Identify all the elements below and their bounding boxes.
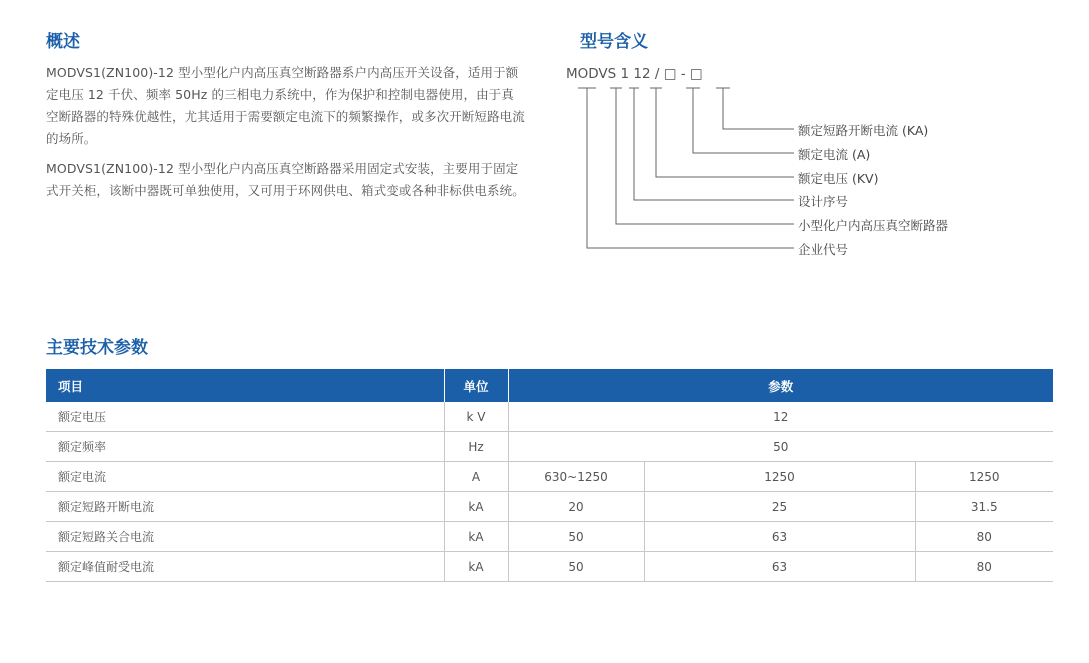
cell-value-3: 1250 bbox=[915, 462, 1053, 492]
specs-table bbox=[46, 369, 1053, 582]
overview-title: 概述 bbox=[46, 32, 80, 52]
cell-value-1: 630~1250 bbox=[508, 462, 644, 492]
cell-unit: Hz bbox=[444, 432, 508, 462]
cell-item: 额定电压 bbox=[46, 402, 444, 432]
table-row bbox=[46, 552, 1053, 582]
model-label-rated-voltage: 额定电压 (KV) bbox=[798, 171, 879, 186]
model-code: MODVS 1 12 / □ - □ bbox=[566, 66, 703, 82]
overview-paragraph-1: MODVS1(ZN100)-12 型小型化户内高压真空断路器系户内高压开关设备，适用于额定电压 12 千伏、频率 50Hz 的三相电力系统中，作为保护和控制电器使用，由于真空断路器的特殊优越性，尤其适用于需要额定电流下的频繁操作，或多次开断短路电流的场所。 bbox=[46, 65, 525, 146]
cell-item: 额定电流 bbox=[46, 462, 444, 492]
cell-value: 50 bbox=[508, 432, 1053, 462]
cell-unit: k V bbox=[444, 402, 508, 432]
cell-value: 12 bbox=[508, 402, 1053, 432]
cell-value-2: 1250 bbox=[644, 462, 915, 492]
cell-item: 额定短路关合电流 bbox=[46, 522, 444, 552]
model-title: 型号含义 bbox=[580, 32, 648, 52]
cell-unit: A bbox=[444, 462, 508, 492]
cell-value-3: 80 bbox=[915, 522, 1053, 552]
cell-value-2: 63 bbox=[644, 552, 915, 582]
model-label-breaking-current: 额定短路开断电流 (KA) bbox=[798, 123, 929, 138]
table-row bbox=[46, 492, 1053, 522]
cell-value-1: 20 bbox=[508, 492, 644, 522]
table-row bbox=[46, 462, 1053, 492]
overview-paragraph-2: MODVS1(ZN100)-12 型小型化户内高压真空断路器采用固定式安装，主要用于固定式开关柜，该断中器既可单独使用，又可用于环网供电、箱式变或各种非标供电系统。 bbox=[46, 161, 525, 198]
header-item: 项目 bbox=[46, 369, 444, 402]
cell-value-1: 50 bbox=[508, 552, 644, 582]
cell-unit: kA bbox=[444, 522, 508, 552]
cell-unit: kA bbox=[444, 552, 508, 582]
header-params: 参数 bbox=[508, 369, 1053, 402]
cell-value-2: 63 bbox=[644, 522, 915, 552]
table-row bbox=[46, 402, 1053, 432]
specs-title: 主要技术参数 bbox=[46, 338, 148, 358]
cell-item: 额定频率 bbox=[46, 432, 444, 462]
table-row bbox=[46, 432, 1053, 462]
cell-unit: kA bbox=[444, 492, 508, 522]
cell-item: 额定峰值耐受电流 bbox=[46, 552, 444, 582]
table-row bbox=[46, 522, 1053, 552]
header-unit: 单位 bbox=[444, 369, 508, 402]
cell-value-3: 80 bbox=[915, 552, 1053, 582]
cell-value-1: 50 bbox=[508, 522, 644, 552]
cell-value-2: 25 bbox=[644, 492, 915, 522]
model-label-company-code: 企业代号 bbox=[798, 242, 849, 257]
cell-item: 额定短路开断电流 bbox=[46, 492, 444, 522]
model-label-design-number: 设计序号 bbox=[798, 194, 849, 209]
cell-value-3: 31.5 bbox=[915, 492, 1053, 522]
model-label-product-type: 小型化户内高压真空断路器 bbox=[798, 218, 949, 233]
table-header-row bbox=[46, 369, 1053, 402]
model-label-rated-current: 额定电流 (A) bbox=[798, 147, 871, 162]
